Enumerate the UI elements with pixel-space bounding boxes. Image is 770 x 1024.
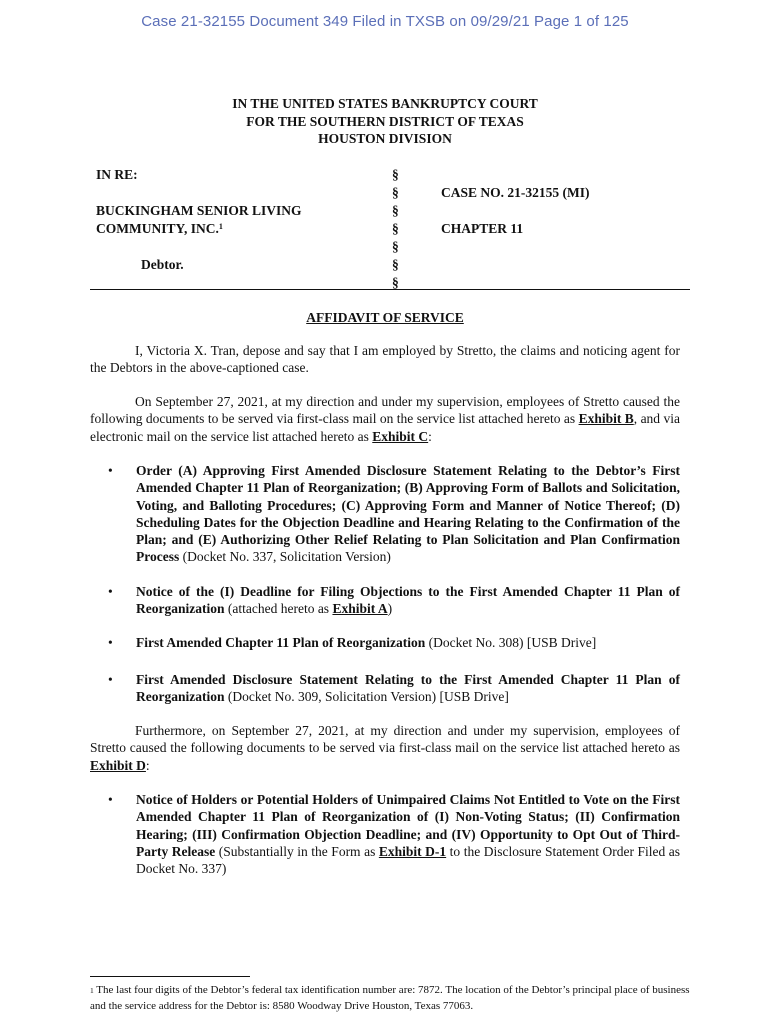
exhibit-c-link[interactable]: Exhibit C — [372, 428, 429, 444]
section-symbol: § — [392, 239, 399, 254]
exhibit-d1-link[interactable]: Exhibit D-1 — [378, 843, 447, 859]
section-symbol: § — [392, 185, 399, 200]
list-item: • Notice of the (I) Deadline for Filing Objections to the First Amended Chapter 11 Plan of Reorganization (attached hereto as Exhibit A) — [108, 584, 680, 617]
court-division: HOUSTON DIVISION — [318, 131, 452, 146]
service-paragraph-1: On September 27, 2021, at my direction and under my supervision, employees of Stretto caused the following documents to be served via first-class mail on the service list attached hereto as Exhibit B, and via electronic mail on the service list attached hereto as Exhibit C: — [90, 394, 680, 444]
debtor-name-line2: COMMUNITY, INC.$^1$ — [96, 221, 223, 236]
caption-case-info — [441, 166, 741, 238]
list-item: • First Amended Disclosure Statement Relating to the First Amended Chapter 11 Plan of Reorganization (Docket No. 309, Solicitation Version) [USB Drive] — [108, 672, 680, 705]
exhibit-d-link[interactable]: Exhibit D — [90, 757, 146, 773]
footnote-reference[interactable]: 1 — [218, 222, 223, 231]
document-title: AFFIDAVIT OF SERVICE — [306, 310, 464, 325]
section-symbol: § — [392, 257, 399, 272]
exhibit-a-link[interactable]: Exhibit A — [332, 601, 388, 617]
court-district: FOR THE SOUTHERN DISTRICT OF TEXAS — [246, 113, 524, 129]
footnote-divider — [90, 976, 250, 977]
exhibit-b-link[interactable]: Exhibit B — [578, 411, 634, 427]
case-number: CASE NO. 21-32155 (MI) — [441, 185, 590, 200]
in-re-label: IN RE: — [96, 167, 138, 182]
section-symbol: § — [392, 221, 399, 236]
list-item: • First Amended Chapter 11 Plan of Reorganization (Docket No. 308) [USB Drive] — [108, 635, 597, 650]
filing-header-stamp: Case 21-32155 Document 349 Filed in TXSB on 09/29/21 Page 1 of 125 — [141, 13, 629, 30]
section-symbol: § — [392, 275, 399, 290]
bullet-icon: • — [108, 672, 113, 687]
debtor-label: Debtor. — [141, 257, 184, 272]
chapter-label: CHAPTER 11 — [441, 221, 524, 236]
bullet-icon: • — [108, 463, 113, 478]
intro-paragraph: I, Victoria X. Tran, depose and say that I am employed by Stretto, the claims and noticing agent for the Debtors in the above-captioned case. — [90, 343, 680, 376]
caption-parties — [96, 166, 366, 274]
list-item: • Notice of Holders or Potential Holders of Unimpaired Claims Not Entitled to Vote on the First Amended Chapter 11 Plan of Reorganization of (I) Non-Voting Status; (II) Confirmation Hearing; (III) Confirmation Objection Deadline; and (IV) Opportunity to Opt Out of Third-Party Release (Substantially in the Form as Exhibit D-1 to the Disclosure Statement Order Filed as Docket No. 337) — [108, 792, 680, 877]
section-symbol-column — [392, 166, 404, 292]
list-item: • Order (A) Approving First Amended Disclosure Statement Relating to the Debtor’s First Amended Chapter 11 Plan of Reorganization; (B) Approving Form of Ballots and Solicitation, Voting, and Balloting Procedures; (C) Approving Form and Manner of Notice Thereof; (D) Scheduling Dates for the Objection Deadline and Hearing Relating to the Confirmation of the Plan; and (E) Authorizing Other Relief Relating to Plan Solicitation and Plan Confirmation Process (Docket No. 337, Solicitation Version) — [108, 463, 680, 565]
caption-divider — [90, 289, 690, 290]
court-heading — [0, 95, 770, 148]
bullet-icon: • — [108, 635, 113, 650]
section-symbol: § — [392, 203, 399, 218]
bullet-icon: • — [108, 584, 113, 599]
debtor-name-line1: BUCKINGHAM SENIOR LIVING — [96, 203, 302, 218]
footnote-marker: 1 — [90, 986, 94, 995]
footnote: $^1$ The last four digits of the Debtor’s federal tax identification number are: 7872. The location of the Debtor’s principal place of business and the service address for the Debtor is: 8580 Woodway Drive Houston, Texas 77063. — [90, 984, 690, 1012]
bullet-icon: • — [108, 792, 113, 807]
service-paragraph-2: Furthermore, on September 27, 2021, at my direction and under my supervision, employees of Stretto caused the following documents to be served via first-class mail on the service list attached hereto as Exhibit D: — [90, 723, 680, 773]
court-name: IN THE UNITED STATES BANKRUPTCY COURT — [232, 96, 538, 111]
section-symbol: § — [392, 167, 399, 182]
